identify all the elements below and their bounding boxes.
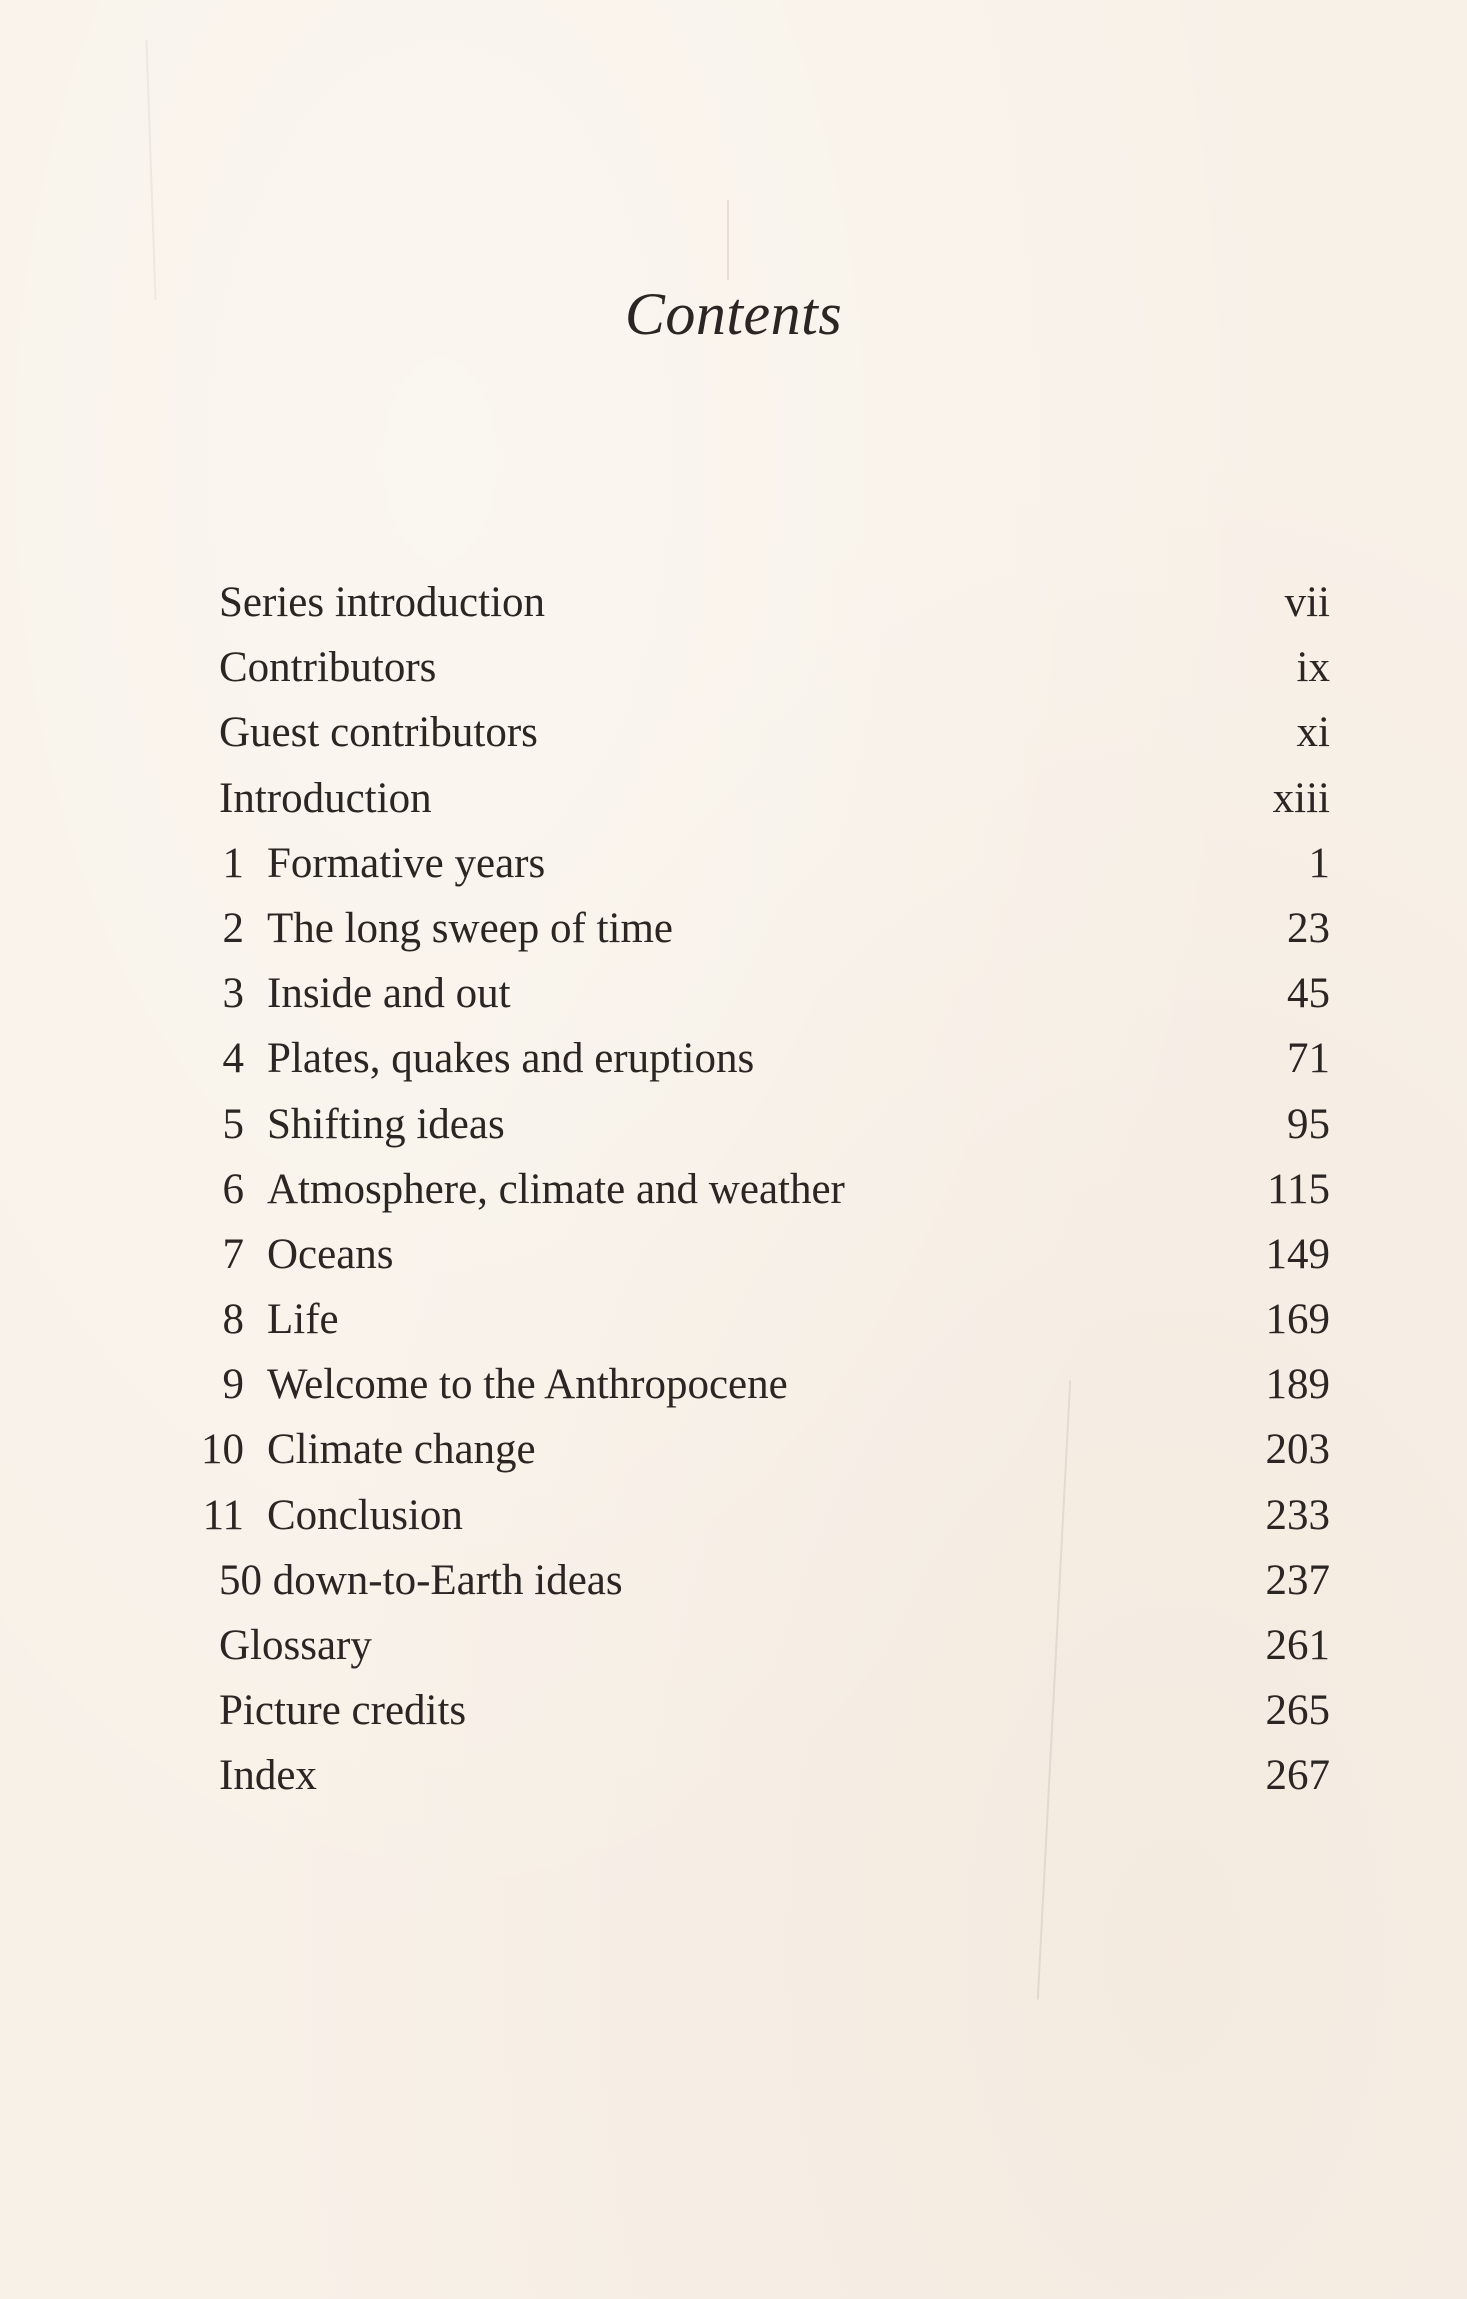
entry-title: Picture credits	[219, 1687, 467, 1735]
entry-title: 50 down-to-Earth ideas	[219, 1556, 623, 1604]
chapter-number: 7	[222, 1230, 244, 1278]
entry-title: Oceans	[267, 1230, 394, 1278]
toc-entry[interactable]	[0, 1743, 1467, 1808]
page-number: 95	[1287, 1100, 1330, 1148]
page-number: 149	[1265, 1230, 1330, 1278]
entry-title: Index	[219, 1752, 317, 1800]
toc-entry[interactable]	[0, 1026, 1467, 1091]
toc-entry[interactable]	[0, 1613, 1467, 1678]
toc-entry[interactable]	[0, 1548, 1467, 1613]
page-number: 265	[1265, 1687, 1330, 1735]
entry-title: Introduction	[219, 774, 432, 822]
page-number: xi	[1296, 709, 1330, 757]
entry-title: Shifting ideas	[267, 1100, 505, 1148]
paper-crease	[727, 200, 729, 280]
toc-entry[interactable]	[0, 1417, 1467, 1482]
toc-entry[interactable]	[0, 1157, 1467, 1222]
entry-title: The long sweep of time	[267, 904, 674, 952]
chapter-number: 3	[222, 970, 244, 1018]
toc-entry[interactable]	[0, 896, 1467, 961]
page-number: 189	[1265, 1361, 1330, 1409]
page-number: 115	[1267, 1165, 1330, 1213]
toc-entry[interactable]	[0, 1678, 1467, 1743]
chapter-number: 9	[222, 1361, 244, 1409]
toc-entry[interactable]	[0, 570, 1467, 635]
chapter-number: 4	[222, 1035, 244, 1083]
page-number: 45	[1287, 970, 1330, 1018]
page-number: 233	[1265, 1491, 1330, 1539]
entry-title: Plates, quakes and eruptions	[267, 1035, 755, 1083]
paper-crease	[145, 40, 156, 300]
toc-entry[interactable]	[0, 700, 1467, 765]
page-number: 23	[1287, 904, 1330, 952]
entry-title: Welcome to the Anthropocene	[267, 1361, 788, 1409]
toc-entry[interactable]	[0, 831, 1467, 896]
page-number: 1	[1308, 839, 1330, 887]
entry-title: Climate change	[267, 1426, 536, 1474]
toc-entry[interactable]	[0, 635, 1467, 700]
toc-entry[interactable]	[0, 1287, 1467, 1352]
page-number: 267	[1265, 1752, 1330, 1800]
entry-title: Atmosphere, climate and weather	[267, 1165, 845, 1213]
toc-entry[interactable]	[0, 766, 1467, 831]
table-of-contents	[0, 570, 1467, 1809]
page-number: vii	[1284, 579, 1330, 626]
chapter-number: 1	[222, 839, 244, 887]
entry-title: Series introduction	[219, 579, 546, 626]
entry-title: Inside and out	[267, 970, 511, 1018]
chapter-number: 5	[222, 1100, 244, 1148]
page-number: 71	[1287, 1035, 1330, 1083]
entry-title: Conclusion	[267, 1491, 463, 1539]
chapter-number: 6	[222, 1165, 244, 1213]
entry-title: Formative years	[267, 839, 546, 887]
chapter-number: 10	[201, 1426, 244, 1474]
page-title: Contents	[624, 281, 843, 347]
toc-entry[interactable]	[0, 1092, 1467, 1157]
page-number: 261	[1265, 1622, 1330, 1669]
toc-entry[interactable]	[0, 1483, 1467, 1548]
chapter-number: 11	[202, 1491, 244, 1539]
entry-title: Guest contributors	[219, 709, 538, 757]
toc-entry[interactable]	[0, 1352, 1467, 1417]
chapter-number: 2	[222, 904, 244, 952]
page-number: 169	[1265, 1296, 1330, 1344]
page-number: 237	[1265, 1556, 1330, 1604]
toc-entry[interactable]	[0, 961, 1467, 1026]
entry-title: Glossary	[219, 1622, 372, 1669]
entry-title: Life	[267, 1296, 339, 1344]
page-number: ix	[1296, 644, 1330, 692]
toc-entry[interactable]	[0, 1222, 1467, 1287]
page-number: xiii	[1272, 774, 1330, 822]
page-number: 203	[1265, 1426, 1330, 1474]
entry-title: Contributors	[219, 644, 437, 692]
chapter-number: 8	[222, 1296, 244, 1344]
